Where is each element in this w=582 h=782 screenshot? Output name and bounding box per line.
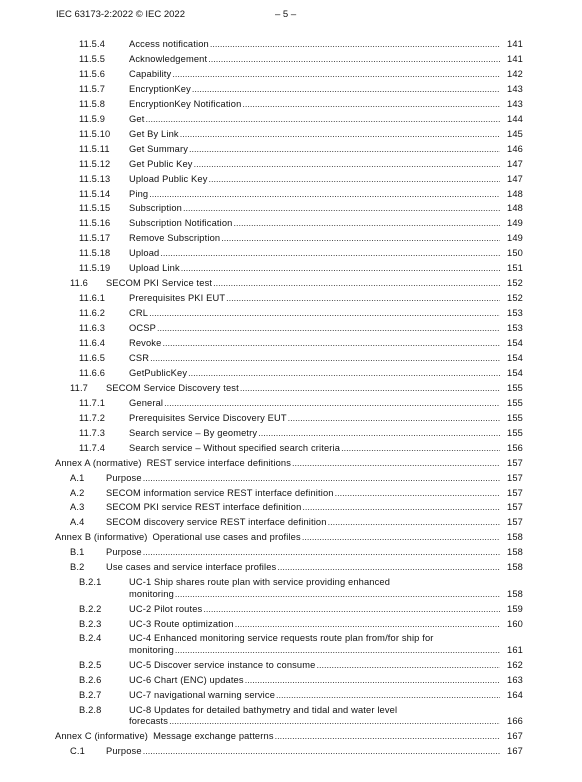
toc-entry-page: 163 [507,674,523,685]
toc-entry-title: UC-8 Updates for detailed bathymetry and tidal and water level [129,704,398,715]
toc-entry-number: A.1 [70,472,85,483]
toc-entry-number: B.2.4 [79,633,102,644]
toc-entry-page: 157 [507,502,523,513]
toc-entry-title: CRL [129,308,149,319]
toc-entry-number: B.2.6 [79,674,102,685]
dot-leader [292,458,500,469]
toc-entry-page: 158 [507,547,523,558]
dot-leader [242,99,500,110]
toc-entry-number: A.4 [70,517,85,528]
toc-entry-number: Annex B (informative) [55,532,148,543]
toc-entry-page: 146 [507,143,523,154]
dot-leader [210,39,500,50]
toc-entry-number: 11.5.17 [79,233,111,244]
toc-entry-title: Access notification [129,39,209,49]
toc-entry-title: Prerequisites PKI EUT [129,293,226,304]
toc-entry-page: 158 [507,588,523,599]
toc-entry-page: 167 [507,745,523,756]
toc-entry-number: 11.5.19 [79,263,111,274]
dot-leader [233,218,500,229]
toc-entry-title: Subscription Notification [129,218,233,229]
toc-entry-title: Acknowledgement [129,53,208,64]
toc-entry-page: 153 [507,323,523,334]
dot-leader [208,54,500,65]
toc-entry-page: 149 [507,218,523,229]
toc-entry-number: 11.5.11 [79,143,110,154]
toc-entry-title: Purpose [106,472,142,483]
toc-entry-title: Upload [129,248,160,259]
dot-leader [172,69,500,80]
toc-entry-title-continued: forecasts [129,716,169,727]
dot-leader [203,604,500,615]
toc-entry-page: 152 [507,278,523,289]
toc-entry-number: 11.6.4 [79,338,106,348]
toc-entry-title: UC-1 Ship shares route plan with service providing enhanced [129,577,391,588]
toc-entry-title: UC-2 Pilot routes [129,603,203,614]
dot-leader [164,398,500,409]
toc-entry-number: B.2.3 [79,618,102,629]
toc-entry-title: UC-3 Route optimization [129,618,234,629]
toc-entry-number: 11.5.18 [79,248,111,259]
toc-entry-number: 11.6.2 [79,308,106,319]
toc-entry-title: Prerequisites Service Discovery EUT [129,412,287,423]
dot-leader [150,353,500,364]
toc-entry-number: 11.6.6 [79,367,106,378]
toc-entry-page: 166 [507,716,523,727]
toc-entry-page: 164 [507,689,523,700]
toc-entry-page: 162 [507,659,523,670]
toc-entry-page: 154 [507,338,523,348]
dot-leader [162,338,500,349]
toc-entry-title: SECOM PKI service REST interface definition [106,502,302,513]
toc-entry-title: UC-5 Discover service instance to consume [129,659,316,670]
toc-entry-number: 11.5.4 [79,39,106,49]
toc-entry-title: SECOM Service Discovery test [106,382,239,393]
dot-leader [240,383,500,394]
dot-leader [226,293,500,304]
toc-entry-page: 155 [507,427,523,438]
dot-leader [143,746,500,757]
toc-entry-number: 11.5.6 [79,68,106,79]
dot-leader [335,488,500,499]
dot-leader [183,203,500,214]
dot-leader [194,159,500,170]
toc-entry-page: 154 [507,352,523,363]
toc-entry-page: 155 [507,397,523,408]
toc-entry-number: 11.5.8 [79,98,106,109]
dot-leader [245,675,500,686]
toc-entry-title: Get By Link [129,128,179,139]
standard-designation: IEC 63173-2:2022 © IEC 2022 [56,9,186,20]
toc-entry-title: EncryptionKey [129,83,191,94]
toc-entry-page: 157 [507,457,523,468]
toc-entry-number: B.2.7 [79,689,102,700]
toc-entry-number: A.3 [70,502,85,513]
dot-leader [316,660,500,671]
toc-entry-title: Use cases and service interface profiles [106,562,277,573]
toc-entry-page: 144 [507,113,523,124]
dot-leader [160,248,500,259]
toc-entry-number: 11.6.1 [79,293,106,304]
toc-entry-page: 153 [507,308,523,319]
dot-leader [276,690,500,701]
toc-entry-title: EncryptionKey Notification [129,98,242,109]
toc-entry-page: 151 [507,263,523,274]
toc-entry-number: 11.7.4 [79,442,106,453]
toc-entry-page: 161 [507,644,523,655]
toc-entry-number: 11.5.10 [79,128,111,139]
toc-entry-page: 156 [507,442,523,453]
toc-entry-title: Remove Subscription [129,233,221,244]
toc-entry-title: REST service interface definitions [146,457,292,468]
toc-entry-number: A.2 [70,487,85,498]
dot-leader [302,532,500,543]
toc-entry-page: 145 [507,128,523,139]
toc-entry-title: UC-7 navigational warning service [129,689,276,700]
dot-leader [277,562,500,573]
dot-leader [275,731,500,742]
toc-entry-number: B.2.8 [79,704,102,715]
dot-leader [258,428,500,439]
toc-entry-title: Search service – By geometry [129,427,258,438]
dot-leader [149,189,500,200]
toc-entry-title: General [129,397,164,408]
toc-entry-page: 141 [507,53,523,64]
dot-leader [149,308,500,319]
toc-entry-page: 150 [507,248,523,259]
toc-entry-number: 11.7.3 [79,427,106,438]
dot-leader [192,84,500,95]
toc-entry-page: 143 [507,83,523,94]
toc-entry-number: 11.6.5 [79,352,106,363]
toc-entry-page: 160 [507,618,523,629]
dot-leader [145,114,500,125]
toc-entry-number: 11.5.13 [79,173,111,184]
toc-entry-page: 157 [507,472,523,483]
toc-entry-number: 11.5.7 [79,83,106,94]
toc-entry-page: 154 [507,367,523,378]
toc-entry-number: Annex A (normative) [55,457,142,468]
toc-entry-page: 143 [507,98,523,109]
toc-entry-title: Revoke [129,338,162,348]
dot-leader [189,144,500,155]
toc-entry-number: 11.7 [70,382,89,393]
dot-leader [209,174,500,185]
toc-entry-number: 11.5.9 [79,113,106,124]
dot-leader [302,502,500,513]
toc-entry-title: Get Summary [129,143,188,154]
toc-entry-title: CSR [129,352,150,363]
toc-entry-title: SECOM information service REST interface definition [106,487,334,498]
dot-leader [288,413,500,424]
toc-entry-title: OCSP [129,323,156,334]
toc-entry-number: B.2.5 [79,659,102,670]
toc-entry-page: 147 [507,173,523,184]
toc-entry-page: 149 [507,233,523,244]
toc-entry-title: Operational use cases and profiles [152,532,301,543]
dot-leader [175,645,500,656]
toc-entry-number: C.1 [70,745,85,756]
toc-entry-number: B.2 [70,562,85,573]
toc-entry-title: SECOM discovery service REST interface definition [106,517,327,528]
dot-leader [328,517,500,528]
dot-leader [175,589,500,600]
dot-leader [143,473,500,484]
dot-leader [157,323,500,334]
toc-entry-title: Get [129,113,145,124]
toc-entry-number: 11.7.2 [79,412,106,423]
dot-leader [181,263,500,274]
toc-entry-page: 142 [507,68,523,79]
toc-entry-number: 11.5.16 [79,218,111,229]
page-number: – 5 – [275,9,297,20]
toc-entry-title: Upload Public Key [129,173,208,184]
toc-entry-page: 155 [507,382,523,393]
toc-entry-title: SECOM PKI Service test [106,278,213,289]
toc-entry-page: 167 [507,731,523,741]
toc-entry-page: 159 [507,603,523,614]
toc-entry-title: Purpose [106,745,142,756]
toc-entry-number: B.2.2 [79,603,102,614]
toc-entry-title: Capability [129,68,172,79]
toc-entry-number: 11.5.14 [79,188,111,199]
toc-entry-page: 155 [507,412,523,423]
toc-entry-title-continued: monitoring [129,588,174,599]
toc-entry-page: 148 [507,203,523,214]
toc-entry-number: 11.5.15 [79,203,111,214]
toc-entry-number: Annex C (informative) [55,731,149,741]
toc-entry-title: Get Public Key [129,158,193,169]
toc-entry-page: 152 [507,293,523,304]
dot-leader [180,129,500,140]
toc-entry-number: B.2.1 [79,577,102,588]
dot-leader [235,619,500,630]
toc-entry-page: 157 [507,517,523,528]
toc-entry-title: Message exchange patterns [153,731,274,741]
toc-entry-number: B.1 [70,547,85,558]
toc-entry-page: 158 [507,562,523,573]
toc-entry-title-continued: monitoring [129,644,174,655]
toc-entry-title: UC-4 Enhanced monitoring service requests route plan from/for ship for [129,633,434,644]
toc-entry-page: 141 [507,39,523,49]
toc-entry-page: 147 [507,158,523,169]
toc-entry-title: Purpose [106,547,142,558]
toc-entry-title: Upload Link [129,263,180,274]
toc-entry-title: Search service – Without specified search criteria [129,442,341,453]
toc-entry-page: 148 [507,188,523,199]
toc-entry-number: 11.6 [70,278,89,289]
dot-leader [143,547,500,558]
toc-entry-title: Ping [129,188,149,199]
toc-entry-title: UC-6 Chart (ENC) updates [129,674,244,685]
dot-leader [221,233,500,244]
toc-entry-number: 11.6.3 [79,323,106,334]
dot-leader [213,278,500,289]
toc-entry-page: 158 [507,532,523,543]
toc-entry-number: 11.5.5 [79,53,106,64]
toc-entry-number: 11.7.1 [79,397,106,408]
toc-entry-page: 157 [507,487,523,498]
toc-entry-title: GetPublicKey [129,367,188,378]
dot-leader [169,716,500,727]
toc-entry-title: Subscription [129,203,182,214]
dot-leader [188,368,500,379]
dot-leader [341,443,500,454]
toc-entry-number: 11.5.12 [79,158,111,169]
